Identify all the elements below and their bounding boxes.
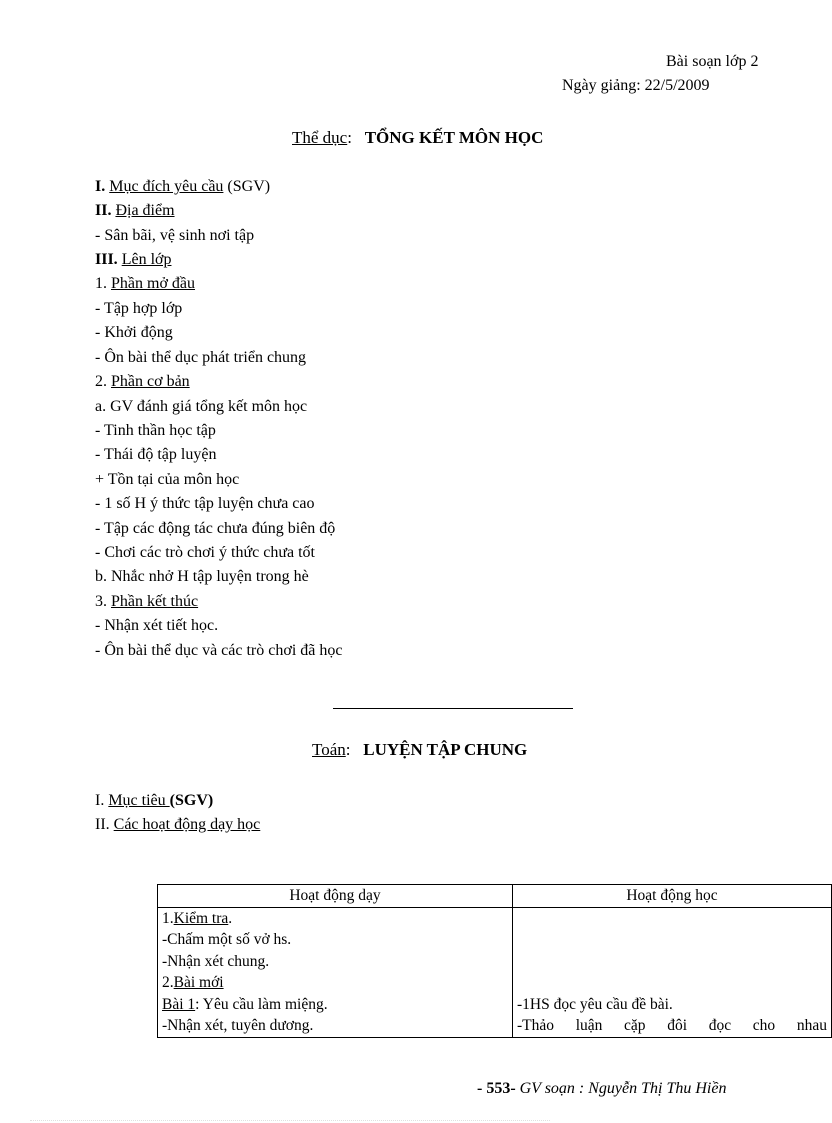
section-title: Địa điểm (115, 202, 175, 219)
part-number: 3. (95, 593, 111, 610)
footer-dotted-rule (30, 1120, 550, 1121)
lesson1-subject: Thể dục (292, 128, 348, 147)
part-title: Phần mở đầu (111, 275, 196, 292)
list-item: b. Nhắc nhở H tập luyện trong hè (95, 568, 309, 585)
table-cell (513, 907, 832, 929)
lesson1-section-3 (95, 248, 171, 272)
section-divider (333, 708, 573, 709)
section-number: II. (95, 202, 116, 219)
list-item: - Thái độ tập luyện (95, 446, 217, 463)
lesson2-section-2 (95, 813, 260, 837)
list-item: - Ôn bài thể dục và các trò chơi đã học (95, 642, 343, 659)
list-item: - Nhận xét tiết học. (95, 617, 219, 634)
table-cell: -Chấm một số vở hs. (158, 929, 513, 951)
table-row (158, 972, 832, 994)
section-title: Các hoạt động dạy học (113, 816, 261, 833)
list-item: - Ôn bài thể dục phát triển chung (95, 349, 307, 366)
lesson2-title: LUYỆN TẬP CHUNG (363, 740, 528, 759)
word: cho (752, 1017, 776, 1034)
step-number: 1. (162, 909, 174, 927)
lesson1-section-1 (95, 175, 270, 199)
list-item: - 1 số H ý thức tập luyện chưa cao (95, 495, 315, 512)
step-dot: . (228, 909, 233, 927)
lesson2-colon: : (345, 740, 351, 759)
section-number: II. (95, 816, 114, 833)
lesson-plan-label: Bài soạn lớp 2 (666, 53, 759, 70)
lesson1-title: TỔNG KẾT MÔN HỌC (364, 128, 544, 147)
word: -Thảo (517, 1017, 555, 1034)
section-number: I. (95, 178, 110, 195)
table-cell: -Nhận xét, tuyên dương. (158, 1015, 513, 1037)
section-number: I. (95, 792, 109, 809)
step-number: 2. (162, 974, 174, 991)
column-header-teaching: Hoạt động dạy (158, 885, 513, 908)
table-header-row (158, 885, 832, 908)
part2-heading (95, 370, 190, 394)
section-title: Mục đích yêu cầu (109, 178, 224, 195)
lesson2-subject: Toán (312, 740, 346, 759)
list-item: - Khởi động (95, 324, 173, 341)
lesson2-heading (312, 740, 527, 760)
section-title: Lên lớp (121, 251, 172, 268)
lesson1-section-2 (95, 199, 175, 223)
list-item: + Tồn tại của môn học (95, 471, 240, 488)
word: đọc (708, 1017, 732, 1034)
table-cell (513, 929, 832, 951)
part-number: 1. (95, 275, 111, 292)
teaching-date: Ngày giảng: 22/5/2009 (562, 77, 710, 94)
table-cell: -1HS đọc yêu cầu đề bài. (517, 995, 673, 1013)
part-title: Phần kết thúc (111, 593, 199, 610)
table-row (158, 951, 832, 973)
lesson1-colon: : (347, 128, 352, 147)
page-footer (477, 1080, 726, 1098)
section-number: III. (95, 251, 122, 268)
exercise-text: : Yêu cầu làm miệng. (195, 995, 328, 1013)
list-item: - Chơi các trò chơi ý thức chưa tốt (95, 544, 315, 561)
table-cell (513, 1015, 832, 1037)
lesson1-heading (292, 128, 543, 148)
list-item: - Tinh thần học tập (95, 422, 216, 439)
table-row (158, 1015, 832, 1037)
word: nhau (796, 1017, 827, 1034)
table-cell (513, 972, 832, 994)
section-note: (SGV) (223, 178, 271, 195)
table-cell: -Nhận xét chung. (158, 951, 513, 973)
table-row (158, 907, 832, 929)
table-row (158, 994, 832, 1016)
part3-heading (95, 590, 198, 614)
word: luận (575, 1017, 603, 1034)
list-item: - Tập hợp lớp (95, 300, 183, 317)
table-cell (158, 994, 513, 1016)
section-title: Mục tiêu (108, 792, 170, 809)
justified-text (517, 1015, 827, 1037)
table-cell (158, 972, 513, 994)
table-cell (158, 907, 513, 929)
list-item: a. GV đánh giá tổng kết môn học (95, 398, 308, 415)
exercise-title: Bài 1 (162, 995, 196, 1013)
author: GV soạn : Nguyễn Thị Thu Hiền (515, 1080, 727, 1097)
place-item: - Sân bãi, vệ sinh nơi tập (95, 227, 255, 244)
table-row (158, 929, 832, 951)
table-cell (513, 951, 832, 973)
part-number: 2. (95, 373, 111, 390)
column-header-learning: Hoạt động học (513, 885, 832, 908)
lesson2-section-1 (95, 789, 213, 813)
step-title: Kiểm tra (173, 909, 229, 927)
step-title: Bài mới (173, 974, 224, 991)
word: cặp (624, 1017, 646, 1034)
activities-table (157, 884, 832, 1038)
section-note: (SGV) (169, 792, 214, 809)
part-title: Phần cơ bản (111, 373, 190, 390)
list-item: - Tập các động tác chưa đúng biên độ (95, 520, 336, 537)
word: đôi (667, 1017, 688, 1034)
part1-heading (95, 272, 195, 296)
page-number: - 553- (477, 1080, 516, 1097)
